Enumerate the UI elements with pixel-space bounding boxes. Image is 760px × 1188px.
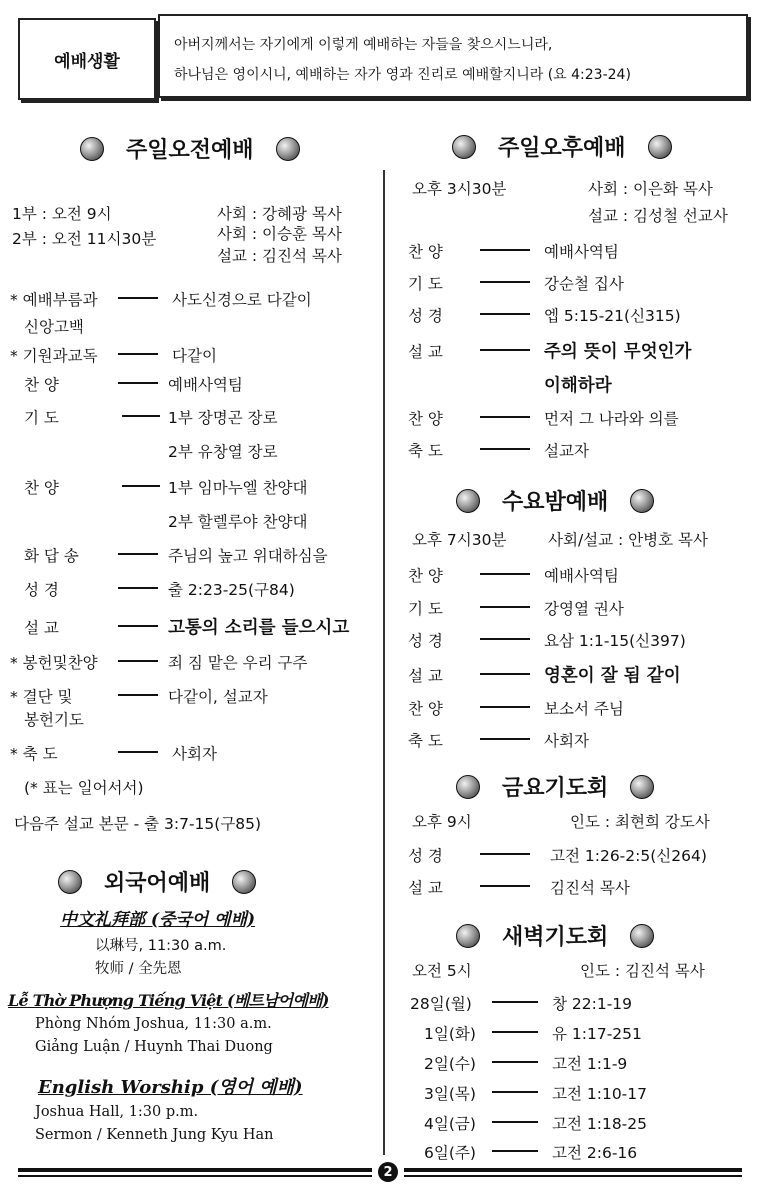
english-service-title: English Worship (영어 예배): [38, 1077, 303, 1098]
order-label: * 결단 및: [10, 688, 73, 706]
section-label: 예배생활: [54, 51, 120, 72]
dawn-reading: 창 22:1-19: [552, 995, 633, 1013]
order-label: 기 도: [408, 275, 443, 293]
chinese-service-title: 中文礼拜部 (중국어 예배): [60, 910, 256, 930]
order-value: 사회자: [172, 745, 217, 763]
order-label: 설 교: [408, 879, 443, 897]
dash-line: [480, 249, 530, 251]
order-value-cont: 2부 할렐루야 찬양대: [168, 513, 308, 531]
dash-line: [122, 415, 160, 417]
order-label: 설 교: [24, 619, 59, 637]
dash-line: [118, 751, 158, 753]
bullet-ball-icon: [456, 924, 480, 948]
dash-line: [480, 281, 530, 283]
host-1: 사회 : 강혜광 목사: [217, 205, 342, 223]
section-label-box: [18, 18, 156, 100]
order-value: 설교자: [544, 442, 589, 460]
friday-heading: [456, 771, 654, 802]
bullet-ball-icon: [630, 489, 654, 513]
dash-line: [118, 297, 158, 299]
dawn-leader: 인도 : 김진석 목사: [580, 962, 705, 980]
footer-rule-right: [404, 1168, 742, 1172]
order-label: 설 교: [408, 667, 443, 685]
dash-line: [492, 1031, 538, 1033]
dash-line: [480, 448, 530, 450]
order-label: 성 경: [408, 632, 443, 650]
order-value: 사도신경으로 다같이: [172, 291, 312, 309]
dawn-date: 3일(목): [424, 1085, 476, 1103]
standing-note: (* 표는 일어서서): [24, 779, 144, 797]
dash-line: [118, 553, 158, 555]
bullet-ball-icon: [276, 137, 300, 161]
dawn-reading: 고전 1:18-25: [552, 1115, 647, 1133]
order-value: 다같이, 설교자: [168, 688, 268, 706]
order-label: 기 도: [24, 409, 59, 427]
dash-line: [480, 885, 530, 887]
service-2-time: 2부 : 오전 11시30분: [12, 230, 157, 248]
order-value: 예배사역팀: [544, 243, 619, 261]
order-label-cont: 봉헌기도: [24, 711, 84, 729]
bullet-ball-icon: [80, 137, 104, 161]
dash-line: [122, 485, 160, 487]
order-value: 먼저 그 나라와 의를: [544, 410, 679, 428]
order-value: 예배사역팀: [544, 567, 619, 585]
wednesday-heading: [456, 485, 654, 516]
foreign-heading: [58, 866, 256, 897]
order-label: * 축 도: [10, 745, 58, 763]
order-value: 고전 1:26-2:5(신264): [550, 847, 707, 865]
vietnamese-line-1: Phòng Nhóm Joshua, 11:30 a.m.: [35, 1016, 272, 1032]
order-value: 1부 임마누엘 찬양대: [168, 479, 308, 497]
bullet-ball-icon: [648, 135, 672, 159]
order-label: * 기원과교독: [10, 347, 98, 365]
dawn-reading: 고전 1:1-9: [552, 1055, 628, 1073]
order-value: 예배사역팀: [168, 376, 243, 394]
order-value: 강영열 권사: [544, 600, 624, 618]
dawn-date: 6일(주): [424, 1144, 476, 1162]
sunday-pm-heading: [452, 131, 672, 162]
order-label: 성 경: [408, 307, 443, 325]
service-1-time: 1부 : 오전 9시: [12, 205, 112, 223]
dash-line: [480, 738, 530, 740]
order-value: 보소서 주님: [544, 700, 624, 718]
dawn-reading: 고전 2:6-16: [552, 1144, 638, 1162]
dash-line: [118, 660, 158, 662]
dash-line: [118, 694, 158, 696]
sunday-pm-title: 주일오후예배: [498, 136, 626, 161]
footer-rule-left-thin: [18, 1175, 372, 1177]
order-label: 화 답 송: [24, 547, 79, 565]
order-label: 찬 양: [408, 700, 443, 718]
order-value: 주님의 높고 위대하심을: [168, 547, 328, 565]
order-value: 1부 장명곤 장로: [168, 409, 278, 427]
order-label: 축 도: [408, 442, 443, 460]
order-value: 강순철 집사: [544, 275, 624, 293]
pm-preacher: 설교 : 김성철 선교사: [588, 207, 728, 225]
dash-line: [480, 853, 530, 855]
page-number: 2: [378, 1162, 398, 1182]
order-label: * 예배부름과: [10, 291, 98, 309]
english-line-2: Sermon / Kenneth Jung Kyu Han: [35, 1127, 274, 1143]
dawn-reading: 고전 1:10-17: [552, 1085, 647, 1103]
dash-line: [480, 573, 530, 575]
bullet-ball-icon: [232, 870, 256, 894]
order-label: 성 경: [24, 581, 59, 599]
dash-line: [480, 349, 530, 351]
order-label: 설 교: [408, 343, 443, 361]
scripture-box: [158, 14, 748, 98]
order-value-cont: 2부 유창열 장로: [168, 443, 278, 461]
dash-line: [480, 416, 530, 418]
order-value: 출 2:23-25(구84): [168, 581, 295, 599]
order-value: 요삼 1:1-15(신397): [544, 632, 686, 650]
scripture-line-1: 아버지께서는 자기에게 이렇게 예배하는 자들을 찾으시느니라,: [174, 37, 553, 53]
wed-host: 사회/설교 : 안병호 목사: [548, 531, 708, 549]
dash-line: [492, 1121, 538, 1123]
dash-line: [480, 313, 530, 315]
sunday-am-heading: [80, 133, 300, 164]
footer-rule-left: [18, 1168, 372, 1172]
pm-host: 사회 : 이은화 목사: [588, 180, 713, 198]
order-label: 찬 양: [24, 479, 59, 497]
sermon-title: 고통의 소리를 들으시고: [168, 618, 350, 638]
dash-line: [118, 587, 158, 589]
wed-time: 오후 7시30분: [412, 531, 507, 549]
sermon-title-cont: 이해하라: [544, 376, 612, 396]
dawn-date: 1일(화): [424, 1025, 476, 1043]
order-label: 축 도: [408, 732, 443, 750]
order-label: 성 경: [408, 847, 443, 865]
preacher: 설교 : 김진석 목사: [217, 247, 342, 265]
order-value: 다같이: [172, 347, 217, 365]
friday-title: 금요기도회: [502, 776, 609, 801]
order-label: 찬 양: [408, 567, 443, 585]
sermon-title: 주의 뜻이 무엇인가: [544, 342, 692, 362]
dash-line: [492, 1061, 538, 1063]
chinese-line-1: 以琳号, 11:30 a.m.: [95, 938, 227, 954]
order-value: 죄 짐 맡은 우리 구주: [168, 654, 308, 672]
sermon-title: 영혼이 잘 됨 같이: [544, 666, 681, 686]
wednesday-title: 수요밤예배: [502, 490, 609, 515]
order-label: 찬 양: [408, 243, 443, 261]
dawn-date: 2일(수): [424, 1055, 476, 1073]
dawn-time: 오전 5시: [412, 962, 472, 980]
dash-line: [118, 625, 158, 627]
next-week-sermon: 다음주 설교 본문 - 출 3:7-15(구85): [14, 815, 262, 833]
dawn-heading: [456, 920, 654, 951]
sunday-am-title: 주일오전예배: [126, 138, 254, 163]
dash-line: [480, 706, 530, 708]
fri-leader: 인도 : 최현희 강도사: [570, 813, 710, 831]
pm-time: 오후 3시30분: [412, 180, 507, 198]
order-label: * 봉헌및찬양: [10, 654, 98, 672]
dawn-title: 새벽기도회: [502, 925, 609, 950]
column-divider: [383, 170, 385, 1155]
dawn-reading: 유 1:17-251: [552, 1025, 642, 1043]
bullet-ball-icon: [58, 870, 82, 894]
order-value: 엡 5:15-21(신315): [544, 307, 681, 325]
scripture-line-2: 하나님은 영이시니, 예배하는 자가 영과 진리로 예배할지니라 (요 4:23-24): [174, 67, 631, 83]
dash-line: [492, 1091, 538, 1093]
dash-line: [480, 673, 530, 675]
foreign-title: 외국어예배: [104, 871, 211, 896]
dash-line: [118, 382, 158, 384]
order-label: 기 도: [408, 600, 443, 618]
order-value: 김진석 목사: [550, 879, 630, 897]
bullet-ball-icon: [452, 135, 476, 159]
fri-time: 오후 9시: [412, 813, 472, 831]
bullet-ball-icon: [456, 489, 480, 513]
dawn-date: 28일(월): [410, 995, 472, 1013]
bullet-ball-icon: [630, 775, 654, 799]
order-label: 찬 양: [408, 410, 443, 428]
vietnamese-service-title: Lễ Thờ Phượng Tiếng Việt (베트남어예배): [8, 991, 329, 1010]
host-2: 사회 : 이승훈 목사: [217, 225, 342, 243]
dash-line: [492, 1001, 538, 1003]
footer-rule-right-thin: [404, 1175, 742, 1177]
bullet-ball-icon: [630, 924, 654, 948]
dash-line: [480, 606, 530, 608]
dash-line: [492, 1150, 538, 1152]
dash-line: [118, 353, 158, 355]
order-label-cont: 신앙고백: [24, 318, 84, 336]
chinese-line-2: 牧师 / 全先恩: [95, 961, 182, 977]
english-line-1: Joshua Hall, 1:30 p.m.: [35, 1104, 199, 1120]
order-value: 사회자: [544, 732, 589, 750]
order-label: 찬 양: [24, 376, 59, 394]
dawn-date: 4일(금): [424, 1115, 476, 1133]
vietnamese-line-2: Giảng Luận / Huynh Thai Duong: [35, 1039, 273, 1055]
bullet-ball-icon: [456, 775, 480, 799]
dash-line: [480, 638, 530, 640]
